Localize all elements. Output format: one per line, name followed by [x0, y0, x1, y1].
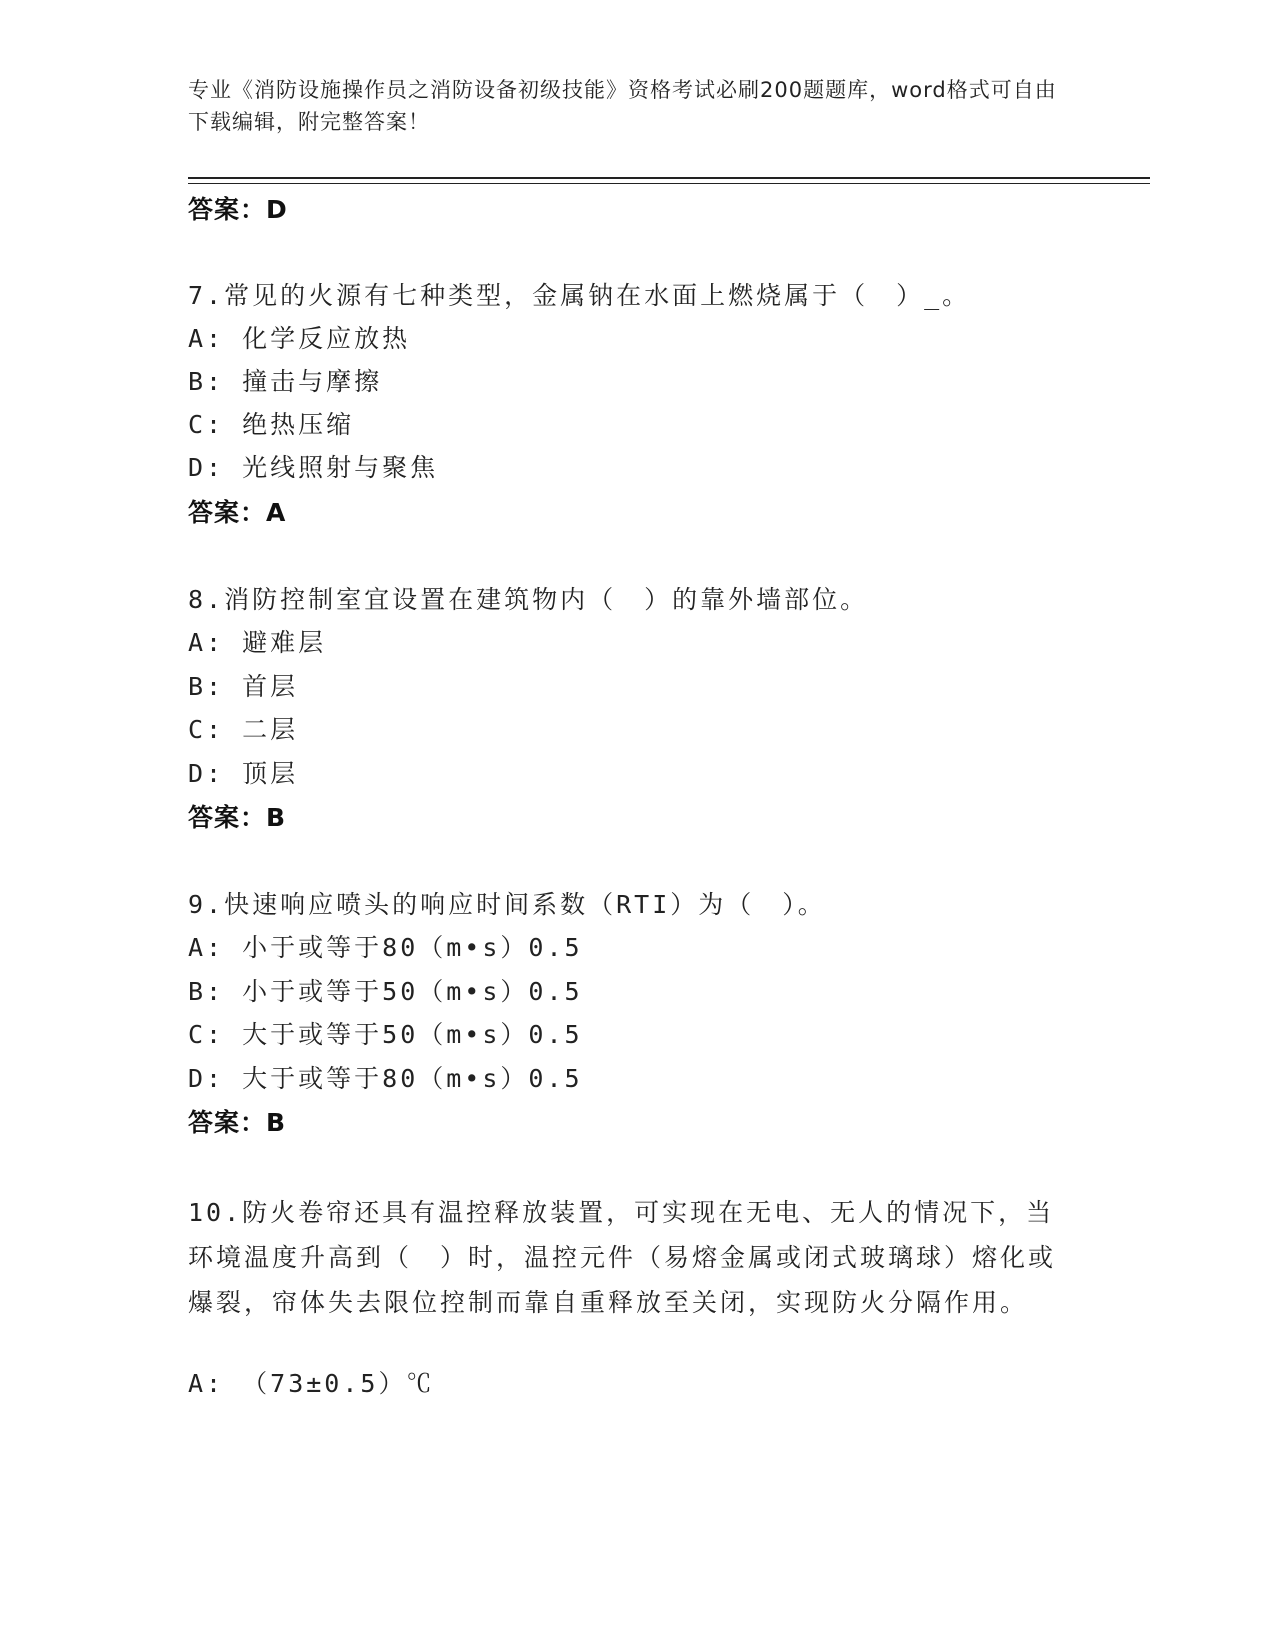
question-9-option-a: A: 小于或等于80（m•s）0.5 — [188, 933, 583, 962]
question-8-stem: 8.消防控制室宜设置在建筑物内（ ）的靠外墙部位。 — [188, 585, 869, 614]
question-8-option-a: A: 避难层 — [188, 628, 327, 657]
question-7-answer: 答案：A — [188, 498, 287, 527]
question-7-option-a: A: 化学反应放热 — [188, 324, 411, 353]
previous-answer: 答案：D — [188, 195, 288, 224]
document-header: 专业《消防设施操作员之消防设备初级技能》资格考试必刷200题题库，word格式可自由下载编辑，附完整答案！ — [188, 78, 1057, 134]
question-9-option-c: C: 大于或等于50（m•s）0.5 — [188, 1020, 583, 1049]
question-7-option-b: B: 撞击与摩擦 — [188, 367, 383, 396]
question-9-stem: 9.快速响应喷头的响应时间系数（RTI）为（ ）。 — [188, 890, 826, 919]
question-9-option-d: D: 大于或等于80（m•s）0.5 — [188, 1064, 583, 1093]
question-9-option-b: B: 小于或等于50（m•s）0.5 — [188, 977, 583, 1006]
question-7-option-d: D: 光线照射与聚焦 — [188, 453, 439, 482]
question-8-option-d: D: 顶层 — [188, 759, 299, 788]
question-7-stem: 7.常见的火源有七种类型，金属钠在水面上燃烧属于（ ）_。 — [188, 281, 971, 310]
question-8-option-c: C: 二层 — [188, 715, 299, 744]
question-10-stem: 10.防火卷帘还具有温控释放装置，可实现在无电、无人的情况下，当环境温度升高到（ ）时，温控元件（易熔金属或闭式玻璃球）熔化或爆裂，帘体失去限位控制而靠自重释放至关闭，实现防火分隔作用。 — [188, 1198, 1057, 1317]
question-7-option-c: C: 绝热压缩 — [188, 410, 355, 439]
question-9-answer: 答案：B — [188, 1108, 287, 1137]
question-8-answer: 答案：B — [188, 803, 287, 832]
header-divider-thin — [188, 183, 1150, 184]
question-10-option-a: A: （73±0.5）℃ — [188, 1369, 435, 1398]
question-8-option-b: B: 首层 — [188, 672, 299, 701]
header-divider — [188, 177, 1150, 179]
